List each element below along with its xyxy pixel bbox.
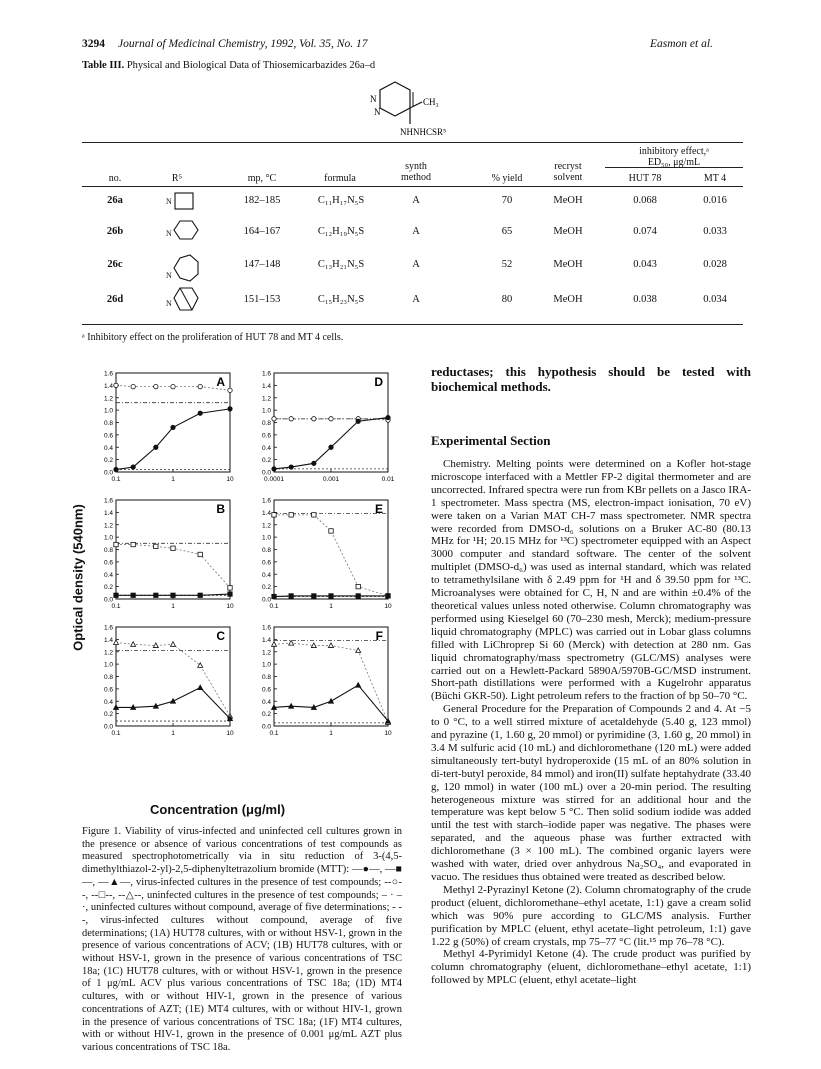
structure-substituent: NHNHCSR⁵ — [400, 127, 447, 137]
journal-title: Journal of Medicinal Chemistry, 1992, Vol. 35, No. 17 — [118, 38, 368, 50]
row-mt4: 0.033 — [703, 226, 727, 237]
row-yield: 70 — [501, 195, 513, 206]
data-point-square — [312, 594, 316, 598]
data-point-square — [289, 594, 293, 598]
panel-f — [246, 622, 394, 742]
data-point-square — [114, 593, 118, 597]
plot-frame — [274, 373, 388, 472]
col-header-hut78: HUT 78 — [628, 173, 662, 184]
row-mp: 164–167 — [243, 226, 281, 237]
table-top-rule — [82, 142, 743, 143]
data-point-triangle — [329, 643, 334, 648]
y-tick-label: 0.0 — [261, 723, 271, 731]
y-tick-label: 1.0 — [261, 534, 271, 542]
y-tick-label: 1.4 — [103, 636, 113, 644]
panel-label: F — [375, 629, 383, 643]
row-method: A — [412, 226, 420, 237]
y-tick-label: 1.0 — [103, 534, 113, 542]
data-point-square — [131, 542, 135, 546]
data-point-circle — [154, 445, 158, 449]
data-point-circle — [198, 384, 202, 388]
paragraph-chemistry: Chemistry. Melting points were determined on a Kofler hot-stage microscope interfaced with a Mettler FP-2 digital thermometer and are uncorrected. Infrared spectra were run from KBr pellets on a Jasco IRA-1 spectrometer. Mass spectra (MS, electron-impact ionisation, 70 eV) were taken on a Varian MAT CH-7 mass spectrometer. NMR spectra were recorded from DMSO-d₆ solutions on a Bruker AC-80 (80.13 MHz for ¹H; 20.15 MHz for ¹³C) spectrometer equipped with an Aspect 3000 computer and standard software. The center of the solvent multiplet (DMSO-d₆) was used as internal standard, which was related to tetramethylsilane with δ 2.49 ppm for ¹H and δ 39.50 ppm for ¹³C. Microanalyses were obtained for C, H, N and are within ±0.4% of the theoretical values unless noted otherwise. Column chromatography was performed using Kieselgel 60 (70–230 mesh, Merck); medium-pressure liquid chromatography (MPLC) was carried out in Lobar glass columns filled with LiChroprep Si 60 (Merck) with detection at 280 nm. Gas liquid chromatography/mass spectrometry (GLC/MS) analyses were carried out on a Hewlett-Packard 5890A/5970B-GC/MSD instrument. Short-path distillations were performed with a Kugelrohr apparatus (Büchi GKR-50). Light petroleum refers to the fraction of bp 50–70 °C. — [431, 458, 751, 703]
piperidine-ring — [174, 221, 198, 239]
y-tick-label: 0.6 — [261, 559, 271, 567]
y-tick-label: 0.8 — [103, 674, 113, 681]
data-point-circle — [272, 417, 276, 421]
x-tick-label: 0.001 — [322, 476, 340, 483]
y-tick-label: 0.2 — [103, 457, 113, 465]
data-point-square — [154, 544, 158, 548]
row-number: 26b — [106, 226, 124, 237]
y-tick-label: 0.8 — [261, 547, 271, 554]
y-tick-label: 1.2 — [261, 395, 271, 403]
data-point-circle — [198, 411, 202, 415]
row-hut78: 0.074 — [633, 226, 657, 237]
section-heading: Experimental Section — [431, 433, 551, 448]
y-tick-label: 0.8 — [261, 420, 271, 427]
data-point-triangle — [131, 642, 136, 647]
y-tick-label: 1.4 — [103, 509, 113, 517]
panel-b — [88, 495, 236, 615]
y-tick-label: 0.2 — [103, 711, 113, 719]
data-point-circle — [131, 384, 135, 388]
row-solvent: MeOH — [553, 226, 583, 237]
x-tick-label: 10 — [384, 603, 392, 610]
x-tick-label: 1 — [329, 730, 333, 737]
data-point-triangle — [356, 648, 361, 653]
y-tick-label: 0.4 — [261, 571, 271, 579]
row-number: 26d — [106, 294, 124, 305]
data-point-triangle — [356, 683, 361, 688]
row-yield: 65 — [501, 226, 513, 237]
panel-label: B — [216, 502, 225, 516]
data-point-square — [198, 593, 202, 597]
panel-e-plot — [246, 495, 394, 615]
x-axis-label: Concentration (μg/ml) — [150, 802, 286, 817]
row-yield: 80 — [501, 294, 513, 305]
row-formula: C₁₅H₂₃N₅S — [317, 294, 365, 305]
panel-a — [88, 368, 236, 488]
col-header-no: no. — [108, 173, 122, 184]
series-line-uninfected-open-square — [274, 515, 388, 596]
x-tick-label: 10 — [226, 730, 234, 737]
y-tick-label: 1.6 — [103, 624, 113, 632]
y-tick-label: 1.4 — [103, 382, 113, 390]
col-header-ed50: ED₅₀, μg/mL — [647, 157, 701, 168]
table-footnote: ᵃ Inhibitory effect on the proliferation of HUT 78 and MT 4 cells. — [82, 332, 344, 343]
data-point-circle — [312, 461, 316, 465]
y-tick-label: 0.2 — [261, 584, 271, 592]
y-tick-label: 1.2 — [103, 395, 113, 403]
col-header-recryst: recryst solvent — [553, 161, 583, 183]
y-tick-label: 0.8 — [261, 674, 271, 681]
data-point-square — [329, 594, 333, 598]
x-tick-label: 1 — [171, 603, 175, 610]
y-tick-label: 1.6 — [103, 497, 113, 505]
data-point-square — [272, 513, 276, 517]
row-formula: C₁₁H₁₇N₅S — [317, 195, 365, 206]
paragraph-compound-2: Methyl 2-Pyrazinyl Ketone (2). Column chromatography of the crude product (eluent, dichloromethane–ethyl acetate, 1:1) gave a cream solid which was 90% pure according to GLC/MS analysis. Further purification by MPLC (eluent, ethyl acetate–light petroleum, 1:1) gave 1.22 g (50%) of cream crystals, mp 75–77 °C (lit.¹⁵ mp 76–78 °C). — [431, 883, 751, 948]
y-tick-label: 0.4 — [103, 571, 113, 579]
col-header-mt4: MT 4 — [703, 173, 727, 184]
y-tick-label: 0.6 — [103, 686, 113, 694]
data-point-circle — [171, 384, 175, 388]
y-tick-label: 0.0 — [103, 469, 113, 477]
row-solvent: MeOH — [553, 195, 583, 206]
data-point-square — [154, 593, 158, 597]
data-point-square — [289, 513, 293, 517]
y-tick-label: 1.0 — [103, 661, 113, 669]
panel-f-plot — [246, 622, 394, 742]
panel-a-plot — [88, 368, 236, 488]
data-point-circle — [289, 417, 293, 421]
row-number: 26c — [107, 259, 123, 270]
data-point-circle — [114, 467, 118, 471]
col-header-r5: R⁵ — [171, 173, 183, 184]
x-tick-label: 1 — [329, 603, 333, 610]
svg-text:N: N — [166, 229, 172, 238]
data-point-square — [228, 586, 232, 590]
x-tick-label: 0.1 — [111, 730, 121, 737]
row-method: A — [412, 195, 420, 206]
series-line-uninfected-open-square — [116, 545, 230, 588]
data-point-circle — [272, 467, 276, 471]
y-tick-label: 1.0 — [261, 407, 271, 415]
row-mt4: 0.034 — [703, 294, 727, 305]
data-point-square — [198, 552, 202, 556]
panel-d-plot — [246, 368, 394, 488]
data-point-square — [171, 546, 175, 550]
data-point-circle — [329, 445, 333, 449]
y-tick-label: 0.4 — [261, 444, 271, 452]
structure-n2: N — [374, 107, 381, 117]
paragraph-general-procedure: General Procedure for the Preparation of Compounds 2 and 4. At −5 to 0 °C, to a well stirred mixture of acetaldehyde (5.40 g, 123 mmol) and pyrazine (1, 1.60 g, 20 mmol) or pyrimidine (3, 1.60 g, 20 mmol) in 3.4 M sulfuric acid (10 mL) and dichloromethane (120 mL) were added simultaneously tert-butyl hydroperoxide (15 mL of an 80% solution in di-tert-butyl peroxide, 84 mmol) and iron(II) sulfate heptahydrate (33.40 g, 120 mmol) in water (100 mL) over a 20-min period. The resulting heterogeneous mixture was stirred for an additional hour and the temperature was kept below 5 °C. Then solid sodium iodide was added until the test with starch–iodide paper was negative. The phases were separated, and the aqueous phase was further extracted with dichloromethane (3 × 100 mL). The combined organic layers were washed with water, dried over anhydrous Na₂SO₄, and evaporated in vacuo. The residues thus obtained were treated as described below. — [431, 703, 751, 883]
row-mt4: 0.016 — [703, 195, 727, 206]
data-point-circle — [228, 407, 232, 411]
data-point-circle — [312, 417, 316, 421]
y-tick-label: 0.0 — [261, 469, 271, 477]
y-tick-label: 1.4 — [261, 509, 271, 517]
panel-b-plot — [88, 495, 236, 615]
data-point-circle — [228, 388, 232, 392]
y-tick-label: 1.2 — [103, 522, 113, 530]
y-tick-label: 0.4 — [261, 698, 271, 706]
y-tick-label: 0.6 — [261, 432, 271, 440]
y-tick-label: 0.0 — [103, 596, 113, 604]
data-point-square — [312, 513, 316, 517]
x-tick-label: 0.1 — [111, 476, 121, 483]
panel-c-plot — [88, 622, 236, 742]
series-line-infected-filled-circle — [116, 409, 230, 470]
data-point-circle — [289, 465, 293, 469]
r5-ring-structures — [160, 190, 210, 320]
row-method: A — [412, 294, 420, 305]
row-hut78: 0.038 — [633, 294, 657, 305]
y-tick-label: 1.6 — [261, 497, 271, 505]
data-point-square — [272, 594, 276, 598]
page-number: 3294 — [82, 38, 105, 50]
x-tick-label: 10 — [226, 603, 234, 610]
svg-text:N: N — [166, 197, 172, 206]
x-tick-label: 0.1 — [269, 730, 279, 737]
pyridazine-structure — [360, 80, 500, 140]
data-point-square — [114, 542, 118, 546]
data-point-triangle — [329, 699, 334, 704]
table-title — [82, 60, 375, 71]
x-tick-label: 0.01 — [381, 476, 394, 483]
y-axis-label: Optical density (540nm) — [70, 504, 86, 651]
data-point-circle — [329, 417, 333, 421]
panel-label: D — [374, 375, 383, 389]
pyrrolidine-ring — [175, 193, 193, 209]
data-point-circle — [131, 465, 135, 469]
data-point-square — [171, 593, 175, 597]
svg-text:N: N — [166, 299, 172, 308]
data-point-triangle — [198, 685, 203, 690]
structure-methyl: CH₃ — [423, 97, 439, 107]
y-tick-label: 0.6 — [103, 559, 113, 567]
experimental-body — [431, 458, 751, 987]
table-bottom-rule — [82, 324, 743, 325]
y-tick-label: 0.6 — [103, 432, 113, 440]
row-number: 26a — [107, 195, 123, 206]
data-point-triangle — [289, 640, 294, 645]
continued-text: reductases; this hypothesis should be tested with biochemical methods. — [431, 364, 751, 394]
y-tick-label: 1.6 — [261, 624, 271, 632]
data-point-circle — [356, 419, 360, 423]
col-header-inhib: inhibitory effect,ᵃ — [639, 146, 709, 157]
y-tick-label: 0.2 — [261, 711, 271, 719]
col-header-mp: mp, °C — [247, 173, 277, 184]
data-point-circle — [154, 384, 158, 388]
x-tick-label: 10 — [384, 730, 392, 737]
data-point-square — [356, 594, 360, 598]
azepane-ring — [174, 255, 198, 281]
figure-caption: Figure 1. Viability of virus-infected and uninfected cell cultures grown in the presence or absence of various concentrations of test compounds as measured spectrophotometrically via in situ reduction of 3-(4,5-dimethylthiazol-2-yl)-2,5-diphenyltetrazolium bromide (MTT): —●—, —■—, —▲—, virus-infected cultures in the presence of test compounds; --○--, --□--, --△--, uninfected cultures in the presence of test compounds; – · – ·, uninfected cultures without compound, average of five determinations; - - -, virus-infected cultures without compound, average of five determinations; (1A) HUT78 cultures, with or without HSV-1, grown in the presence of various concentrations of ACV; (1B) HUT78 cultures, with or without HSV-1, grown in the presence of various concentrations of TSC 18a; (1C) HUT78 cultures, with or without HSV-1, grown in the presence of 1 μg/mL ACV plus various concentrations of TSC 18a; (1D) MT4 cultures, with or without HIV-1, grown in the presence of various concentrations of AZT; (1E) MT4 cultures, with or without HIV-1, grown in the presence of various concentrations of TSC 18a; (1F) MT4 cultures, with or without HIV-1, grown in the presence of 0.001 μg/mL AZT plus various concentrations of TSC 18a. — [82, 826, 402, 1053]
y-tick-label: 0.2 — [103, 584, 113, 592]
data-point-triangle — [198, 663, 203, 668]
y-tick-label: 1.6 — [261, 370, 271, 378]
data-point-square — [386, 594, 390, 598]
data-point-circle — [114, 383, 118, 387]
table-caption: Physical and Biological Data of Thiosemicarbazides 26a–d — [126, 60, 376, 71]
x-tick-label: 0.0001 — [264, 476, 284, 483]
col-header-yield: % yield — [491, 173, 523, 184]
structure-n1: N — [370, 94, 377, 104]
row-formula: C₁₂H₁₉N₅S — [317, 226, 365, 237]
y-tick-label: 1.6 — [103, 370, 113, 378]
data-point-triangle — [114, 640, 119, 645]
table-label: Table III. — [82, 60, 125, 71]
col-header-formula: formula — [324, 173, 356, 184]
y-tick-label: 1.0 — [103, 407, 113, 415]
authors: Easmon et al. — [650, 38, 713, 50]
series-line-uninfected-open-triangle — [274, 643, 388, 722]
row-method: A — [412, 259, 420, 270]
panel-label: E — [374, 502, 383, 516]
row-mp: 151–153 — [243, 294, 281, 305]
y-tick-label: 0.2 — [261, 457, 271, 465]
panel-e — [246, 495, 394, 615]
row-hut78: 0.068 — [633, 195, 657, 206]
x-tick-label: 0.1 — [269, 603, 279, 610]
data-point-circle — [386, 415, 390, 419]
panel-label: A — [216, 375, 225, 389]
y-tick-label: 0.8 — [103, 420, 113, 427]
y-tick-label: 0.8 — [103, 547, 113, 554]
data-point-square — [356, 584, 360, 588]
panel-label: C — [216, 629, 225, 643]
data-point-square — [228, 592, 232, 596]
panel-c — [88, 622, 236, 742]
table-head-rule — [82, 186, 743, 187]
y-tick-label: 1.0 — [261, 661, 271, 669]
row-mt4: 0.028 — [703, 259, 727, 270]
y-tick-label: 1.2 — [261, 649, 271, 657]
x-tick-label: 10 — [226, 476, 234, 483]
y-tick-label: 1.2 — [103, 649, 113, 657]
row-formula: C₁₃H₂₁N₅S — [317, 259, 365, 270]
x-tick-label: 0.1 — [111, 603, 121, 610]
row-mp: 182–185 — [243, 195, 281, 206]
series-line-infected-filled-circle — [274, 418, 388, 469]
row-solvent: MeOH — [553, 294, 583, 305]
y-tick-label: 0.4 — [103, 698, 113, 706]
y-tick-label: 1.4 — [261, 382, 271, 390]
y-tick-label: 0.0 — [103, 723, 113, 731]
row-yield: 52 — [501, 259, 513, 270]
data-point-square — [329, 529, 333, 533]
y-tick-label: 0.4 — [103, 444, 113, 452]
paragraph-compound-4: Methyl 4-Pyrimidyl Ketone (4). The crude product was purified by column chromatography (eluent, dichloromethane–ethyl acetate, 1:1) followed by MPLC (eluent, ethyl acetate–light — [431, 948, 751, 987]
data-point-square — [131, 593, 135, 597]
x-tick-label: 1 — [171, 730, 175, 737]
svg-text:N: N — [166, 271, 172, 280]
y-tick-label: 1.2 — [261, 522, 271, 530]
data-point-circle — [171, 425, 175, 429]
row-mp: 147–148 — [243, 259, 281, 270]
y-tick-label: 0.0 — [261, 596, 271, 604]
panel-d — [246, 368, 394, 488]
row-hut78: 0.043 — [633, 259, 657, 270]
row-solvent: MeOH — [553, 259, 583, 270]
x-tick-label: 1 — [171, 476, 175, 483]
y-tick-label: 0.6 — [261, 686, 271, 694]
data-point-triangle — [171, 642, 176, 647]
y-tick-label: 1.4 — [261, 636, 271, 644]
col-header-synth: synth method — [401, 161, 431, 183]
